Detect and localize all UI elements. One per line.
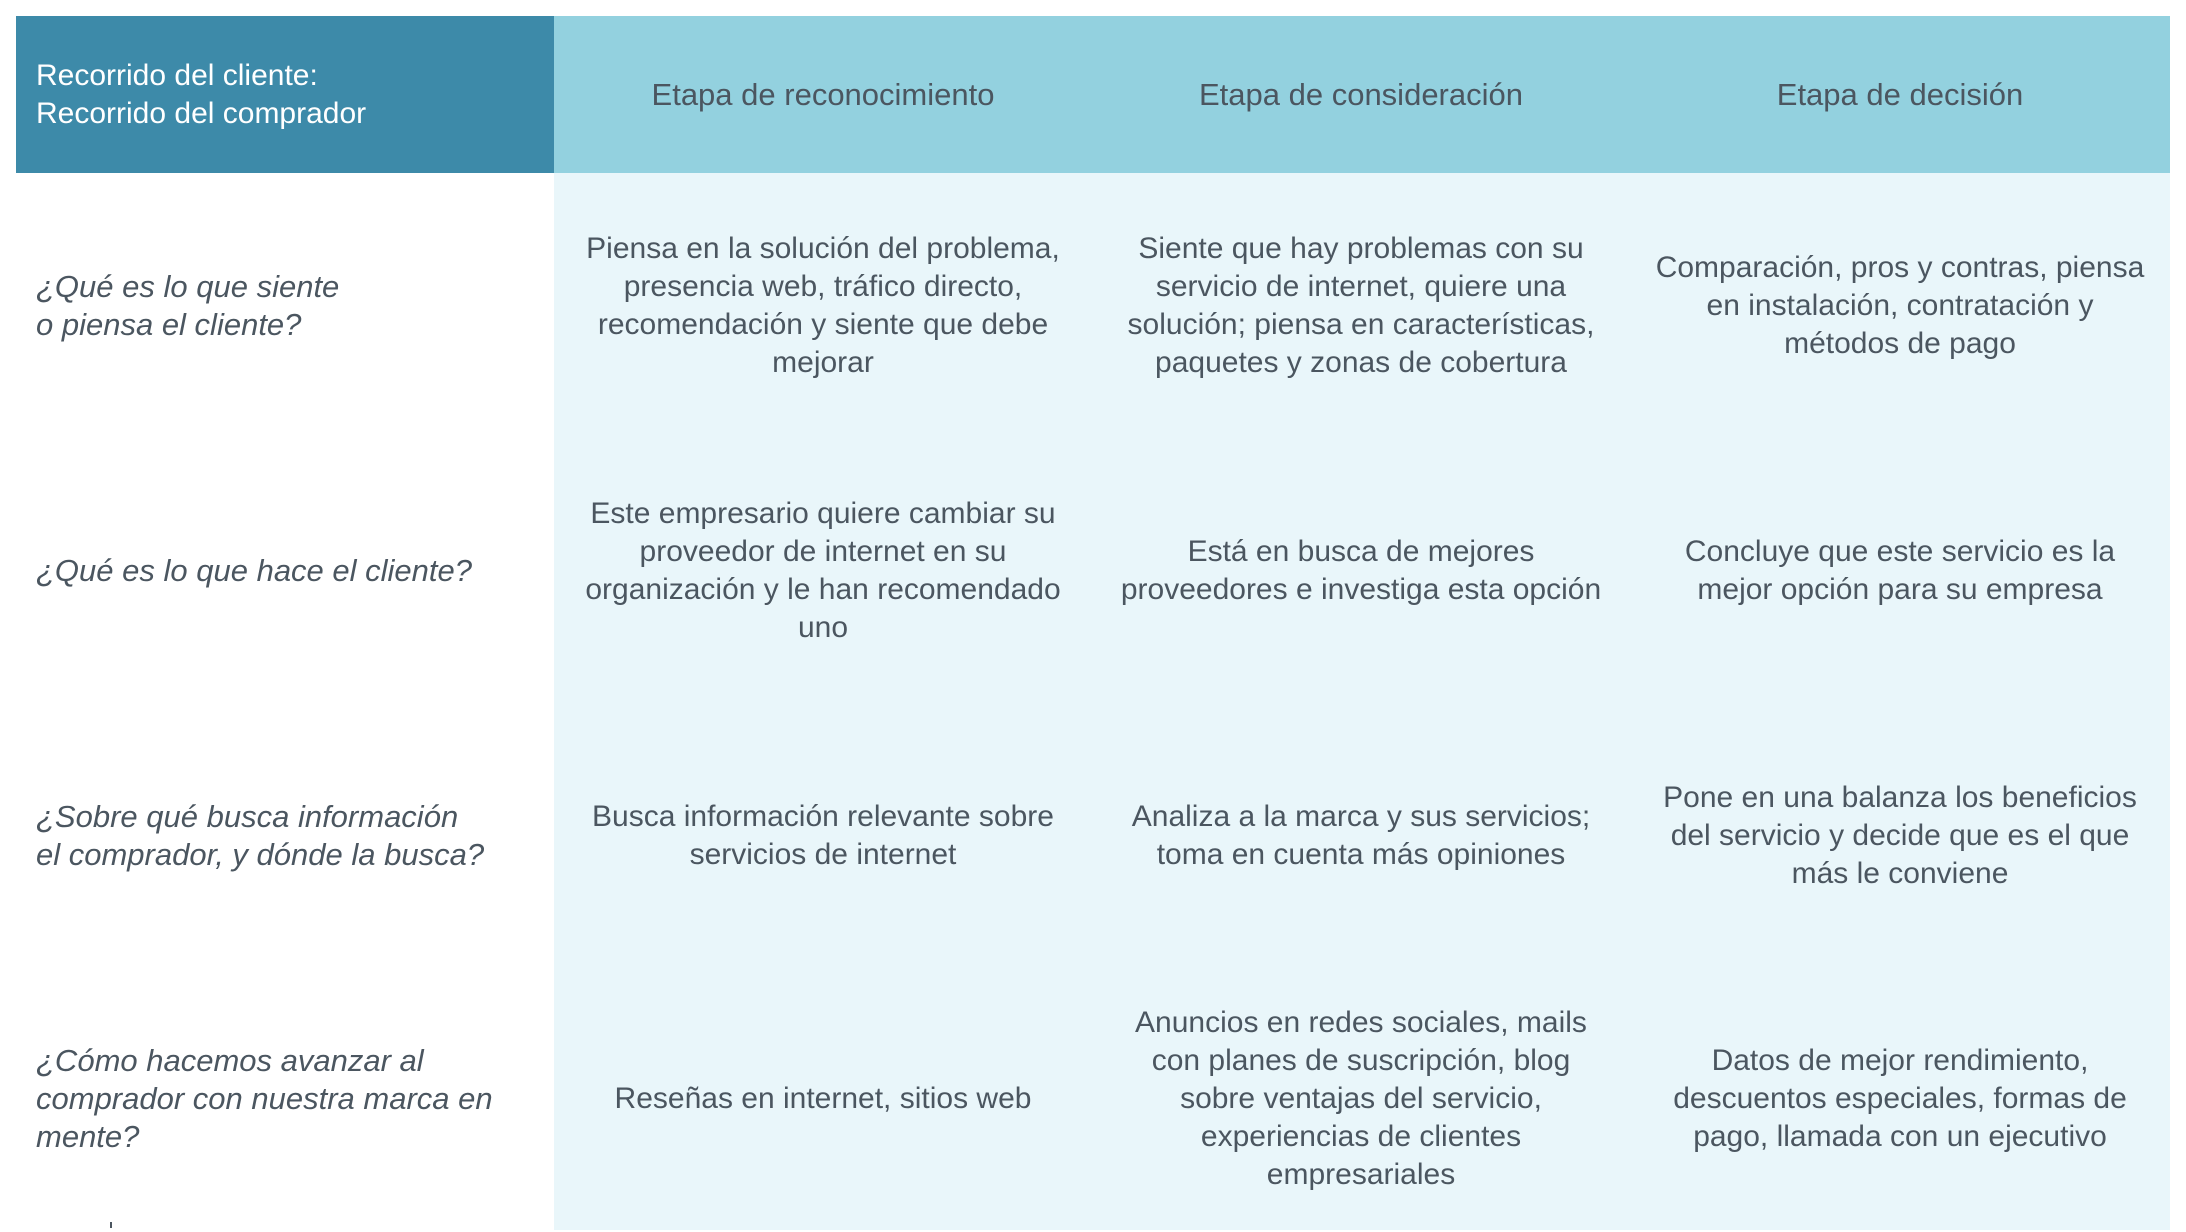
stage-header-consideration: Etapa de consideración [1092, 16, 1630, 173]
table-cell [1092, 173, 1630, 438]
stray-mark [110, 1222, 112, 1228]
cell-text: Analiza a la marca y sus servicios; toma en cuenta más opiniones [1131, 799, 1591, 871]
row-question-does [16, 438, 554, 703]
table-cell [1092, 703, 1630, 968]
cell-text: Siente que hay problemas con su servicio de internet, quiere una solución; piensa en características, paquetes y zonas de cobertura [1127, 231, 1595, 379]
row-question-line: ¿Qué es lo que siente [36, 268, 340, 304]
journey-title [16, 16, 554, 173]
table-cell [1630, 173, 2170, 438]
journey-title-line: Recorrido del comprador [36, 96, 367, 130]
row-question-line: ¿Qué es lo que hace el cliente? [36, 552, 472, 588]
stage-header-awareness: Etapa de reconocimiento [554, 16, 1092, 173]
cell-text: Busca información relevante sobre servicios de internet [592, 799, 1054, 871]
cell-text: Datos de mejor rendimiento, descuentos especiales, formas de pago, llamada con un ejecutivo [1673, 1044, 2127, 1153]
table-cell [554, 703, 1092, 968]
cell-text: Concluye que este servicio es la mejor opción para su empresa [1684, 534, 2116, 606]
row-question-line: ¿Sobre qué busca información [36, 798, 459, 834]
row-question-line: el comprador, y dónde la busca? [36, 836, 485, 872]
table-cell [1630, 703, 2170, 968]
table-cell [554, 438, 1092, 703]
row-question-searches [16, 703, 554, 968]
row-question-line: comprador con nuestra marca en [36, 1081, 493, 1116]
cell-text: Comparación, pros y contras, piensa en instalación, contratación y métodos de pago [1655, 250, 2145, 360]
cell-text: Este empresario quiere cambiar su proveedor de internet en su organización y le han recomendado uno [585, 496, 1061, 644]
table-cell [1092, 968, 1630, 1230]
row-question-advance [16, 968, 554, 1230]
table-cell [554, 968, 1092, 1230]
cell-text: Piensa en la solución del problema, presencia web, tráfico directo, recomendación y siente que debe mejorar [586, 231, 1060, 379]
stage-header-decision: Etapa de decisión [1630, 16, 2170, 173]
cell-text: Pone en una balanza los beneficios del servicio y decide que es el que más le conviene [1663, 780, 2137, 890]
row-question-feels [16, 173, 554, 438]
cell-text: Anuncios en redes sociales, mails con planes de suscripción, blog sobre ventajas del servicio, experiencias de clientes empresariales [1135, 1006, 1587, 1191]
table-cell [1630, 438, 2170, 703]
cell-text: Está en busca de mejores proveedores e investiga esta opción [1120, 534, 1602, 606]
cell-text: Reseñas en internet, sitios web [614, 1082, 1032, 1115]
table-cell [1630, 968, 2170, 1230]
table-cell [554, 173, 1092, 438]
row-question-line: o piensa el cliente? [36, 306, 302, 342]
customer-journey-table [16, 16, 2170, 1230]
row-question-line: mente? [36, 1119, 140, 1154]
journey-title-line: Recorrido del cliente: [36, 58, 318, 92]
row-question-line: ¿Cómo hacemos avanzar al [36, 1043, 424, 1078]
table-cell [1092, 438, 1630, 703]
